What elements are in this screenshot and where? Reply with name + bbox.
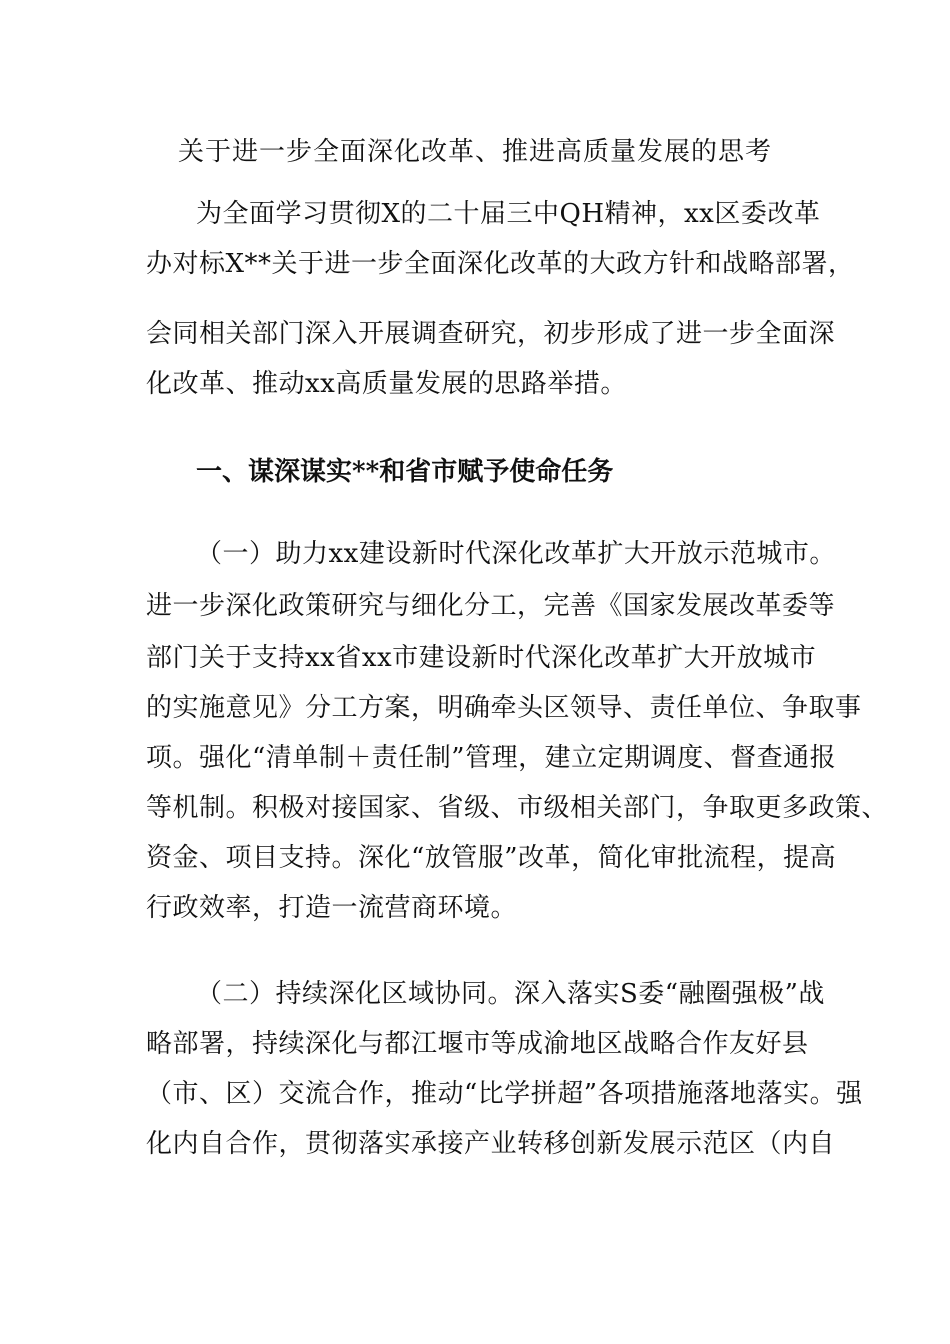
para1-line-2: 进一步深化政策研究与细化分工，完善《国家发展改革委等	[146, 591, 836, 621]
document-title: 关于进一步全面深化改革、推进高质量发展的思考	[177, 137, 772, 167]
para2-line-4: 化内自合作，贯彻落实承接产业转移创新发展示范区（内自	[146, 1129, 836, 1159]
intro-line-1: 为全面学习贯彻X的二十届三中QH精神，xx区委改革	[196, 199, 821, 229]
para1-line-3: 部门关于支持xx省xx市建设新时代深化改革扩大开放城市	[146, 643, 817, 673]
intro-line-4: 化改革、推动xx高质量发展的思路举措。	[146, 369, 627, 399]
para2-line-2: 略部署，持续深化与都江堰市等成渝地区战略合作友好县	[146, 1029, 809, 1059]
para2-line-3: （市、区）交流合作，推动“比学拼超”各项措施落地落实。强	[146, 1079, 863, 1109]
para1-line-5: 项。强化“清单制＋责任制”管理，建立定期调度、督查通报	[146, 743, 837, 773]
section-heading: 一、谋深谋实**和省市赋予使命任务	[196, 457, 614, 487]
para1-line-8: 行政效率，打造一流营商环境。	[146, 893, 518, 923]
para1-line-4: 的实施意见》分工方案，明确牵头区领导、责任单位、争取事	[146, 693, 862, 723]
para1-line-6: 等机制。积极对接国家、省级、市级相关部门，争取更多政策、	[146, 793, 889, 823]
intro-line-3: 会同相关部门深入开展调查研究，初步形成了进一步全面深	[146, 319, 836, 349]
para1-line-1: （一）助力xx建设新时代深化改革扩大开放示范城市。	[196, 539, 836, 569]
intro-line-2: 办对标X**关于进一步全面深化改革的大政方针和战略部署，	[146, 249, 855, 279]
para1-line-7: 资金、项目支持。深化“放管服”改革，简化审批流程，提高	[146, 843, 837, 873]
para2-line-1: （二）持续深化区域协同。深入落实S委“融圈强极”战	[196, 979, 825, 1009]
